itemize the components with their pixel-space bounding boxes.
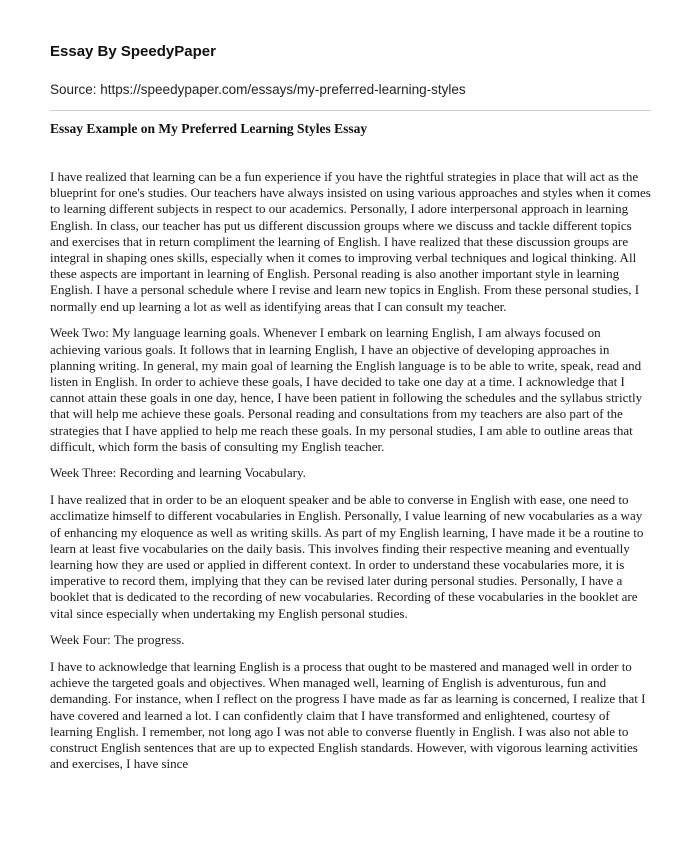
paragraph-intro: I have realized that learning can be a fun experience if you have the rightful strategies in place that will act as the blueprint for one's studies. Our teachers have always insisted on using various approaches and styles when it comes to learning different subjects in respect to our academics. Personally, I adore interpersonal approach in learning English. In class, our teacher has put us different discussion groups where we discuss and tackle different topics and exercises that in return compliment the learning of English. I have realized that these discussion groups are integral in shaping ones skills, especially when it comes to improving verbal techniques and logical thinking. All these aspects are important in learning of English. Personal reading is also another important style in learning English. I have a personal schedule where I revise and learn new topics in English. From these personal studies, I normally end up learning a lot as well as identifying areas that I can consult my teacher. [50,169,651,314]
heading-week-three: Week Three: Recording and learning Vocabulary. [50,465,306,481]
paragraph-vocabulary: I have realized that in order to be an eloquent speaker and be able to converse in English with ease, one need to acclimatize himself to different vocabularies in English. Personally, I value learning of new vocabularies as a way of enhancing my eloquence as well as writing skills. As part of my English learning, I have made it be a routine to learn at least five vocabularies on the daily basis. This involves finding their respective meaning and eventually learning how they are used or applied in different context. In order to understand these vocabularies more, it is imperative to record them, implying that they can be revised later during personal studies. Personally, I have a booklet that is dedicated to the recording of new vocabularies. Recording of these vocabularies in the booklet are vital since especially when undertaking my English personal studies. [50,492,644,621]
header-divider [50,110,651,111]
essay-body [50,169,653,783]
heading-week-four: Week Four: The progress. [50,632,185,648]
paragraph-progress: I have to acknowledge that learning English is a process that ought to be mastered and managed well in order to achieve the targeted goals and objectives. When managed well, learning of English is adventurous, fun and demanding. For instance, when I reflect on the progress I have made as far as learning is concerned, I realize that I have covered and learned a lot. I can confidently claim that I have transformed and enlightened, courtesy of learning English. I remember, not long ago I was not able to converse fluently in English. I was also not able to construct English sentences that are up to expected English standards. However, with vigorous learning activities and exercises, I have since [50,658,646,772]
paragraph-week-two: Week Two: My language learning goals. Whenever I embark on learning English, I am always focused on achieving various goals. It follows that in learning English, I have an objective of developing approaches in planning writing. In general, my main goal of learning the English language is to be able to write, speak, read and listen in English. In order to achieve these goals, I have decided to take one day at a time. I acknowledge that I cannot attain these goals in one day, hence, I have been patient in following the schedules and the syllabus strictly that will help me achieve these goals. Personal reading and consultations from my teachers are also part of the strategies that I have applied to help me reach these goals. In my personal studies, I am able to outline areas that difficult, which form the basis of consulting my English teacher. [50,325,643,454]
essay-title: Essay Example on My Preferred Learning Styles Essay [50,121,368,136]
brand-title: Essay By SpeedyPaper [50,43,216,60]
source-line: Source: https://speedypaper.com/essays/my-preferred-learning-styles [50,82,466,97]
